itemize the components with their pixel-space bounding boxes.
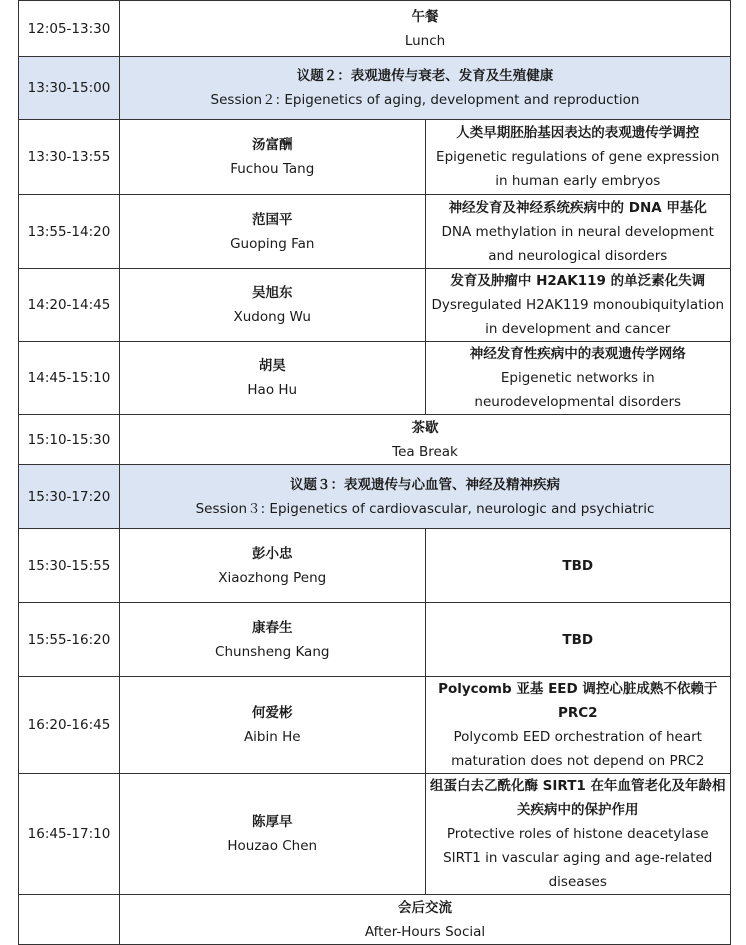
talk-title-cn: 人类早期胚胎基因表达的表观遗传学调控: [456, 125, 700, 141]
time-cell: 12:05-13:30: [19, 1, 120, 57]
break-cell: [120, 1, 731, 57]
table-row: [19, 342, 731, 415]
time-cell: 13:55-14:20: [19, 195, 120, 269]
talk-cell: [425, 195, 731, 269]
talk-title-cn: 组蛋白去乙酰化酶 SIRT1 在年血管老化及年龄相关疾病中的保护作用: [429, 778, 726, 818]
speaker-cell: [120, 603, 426, 677]
session-title-cn: 议题２：表观遗传与衰老、发育及生殖健康: [296, 68, 554, 84]
table-row: [19, 195, 731, 269]
talk-title-cn: TBD: [562, 557, 594, 574]
talk-title-en: DNA methylation in neural development and neurological disorders: [441, 223, 714, 264]
speaker-name-en: Houzao Chen: [227, 838, 318, 854]
speaker-name-cn: 范国平: [252, 211, 293, 228]
talk-title-cn: TBD: [562, 631, 594, 648]
table-row: [19, 895, 731, 945]
speaker-cell: [120, 120, 426, 195]
break-title-cn: 会后交流: [398, 899, 452, 916]
talk-cell: [425, 342, 731, 415]
talk-title-cn: 发育及肿瘤中 H2AK119 的单泛素化失调: [450, 273, 706, 289]
session-cell: [120, 465, 731, 529]
speaker-name-en: Guoping Fan: [230, 235, 315, 252]
break-title-en: Tea Break: [392, 443, 458, 460]
time-cell: 16:45-17:10: [19, 774, 120, 895]
speaker-cell: [120, 342, 426, 415]
break-title-en: After-Hours Social: [364, 923, 486, 940]
talk-title-en: Epigenetic networks in neurodevelopmental disorders: [474, 370, 682, 410]
time-cell: 14:20-14:45: [19, 269, 120, 342]
table-row: [19, 120, 731, 195]
table-row: [19, 677, 731, 774]
speaker-name-en: Fuchou Tang: [230, 161, 315, 177]
talk-title-cn: 神经发育性疾病中的表观遗传学网络: [469, 346, 686, 362]
speaker-cell: [120, 269, 426, 342]
speaker-name-en: Xiaozhong Peng: [218, 569, 327, 586]
session-title-en: Session３: Epigenetics of cardiovascular, neurologic and psychiatric: [195, 500, 655, 517]
table-row: [19, 529, 731, 603]
session-cell: [120, 57, 731, 120]
talk-title-cn: Polycomb 亚基 EED 调控心脏成熟不依赖于 PRC2: [438, 681, 718, 721]
speaker-cell: [120, 195, 426, 269]
break-title-cn: 茶歇: [411, 419, 439, 436]
time-cell: 15:30-17:20: [19, 465, 120, 529]
talk-title-cn: 神经发育及神经系统疾病中的 DNA 甲基化: [448, 199, 707, 216]
table-row: [19, 774, 731, 895]
talk-cell: [425, 603, 731, 677]
session-title-cn: 议题３：表观遗传与心血管、神经及精神疾病: [290, 476, 560, 493]
table-row: [19, 269, 731, 342]
talk-cell: [425, 677, 731, 774]
speaker-cell: [120, 677, 426, 774]
break-title-cn: 午餐: [411, 8, 439, 25]
break-cell: [120, 895, 731, 945]
speaker-name-en: Hao Hu: [247, 382, 298, 398]
time-cell: 13:30-13:55: [19, 120, 120, 195]
talk-cell: [425, 529, 731, 603]
talk-title-en: Polycomb EED orchestration of heart maturation does not depend on PRC2: [451, 729, 705, 769]
table-row: [19, 603, 731, 677]
speaker-name-cn: 汤富酬: [252, 137, 293, 153]
talk-cell: [425, 120, 731, 195]
speaker-name-cn: 陈厚早: [252, 814, 293, 830]
talk-title-en: Protective roles of histone deacetylase SIRT1 in vascular aging and age-related diseases: [443, 826, 713, 890]
speaker-name-en: Chunsheng Kang: [215, 643, 330, 660]
talk-cell: [425, 774, 731, 895]
speaker-cell: [120, 774, 426, 895]
speaker-name-en: Xudong Wu: [233, 309, 311, 325]
speaker-name-cn: 何爱彬: [252, 705, 293, 721]
time-cell: 16:20-16:45: [19, 677, 120, 774]
agenda-table: [18, 0, 731, 945]
time-cell: 15:55-16:20: [19, 603, 120, 677]
session-title-en: Session２: Epigenetics of aging, development and reproduction: [210, 92, 640, 108]
talk-title-en: Epigenetic regulations of gene expression in human early embryos: [436, 149, 720, 189]
session-row: [19, 465, 731, 529]
speaker-name-cn: 彭小忠: [252, 545, 293, 562]
time-cell: 15:30-15:55: [19, 529, 120, 603]
time-cell: 14:45-15:10: [19, 342, 120, 415]
talk-title-en: Dysregulated H2AK119 monoubiquitylation in development and cancer: [431, 297, 725, 337]
talk-cell: [425, 269, 731, 342]
speaker-name-cn: 康春生: [252, 619, 293, 636]
table-row: [19, 415, 731, 465]
speaker-name-en: Aibin He: [243, 729, 301, 745]
session-row: [19, 57, 731, 120]
speaker-name-cn: 胡昊: [258, 358, 286, 374]
break-cell: [120, 415, 731, 465]
break-title-en: Lunch: [404, 32, 446, 49]
speaker-name-cn: 吴旭东: [252, 285, 293, 301]
time-cell: 13:30-15:00: [19, 57, 120, 120]
time-cell: [19, 895, 120, 945]
table-row: [19, 1, 731, 57]
time-cell: 15:10-15:30: [19, 415, 120, 465]
speaker-cell: [120, 529, 426, 603]
